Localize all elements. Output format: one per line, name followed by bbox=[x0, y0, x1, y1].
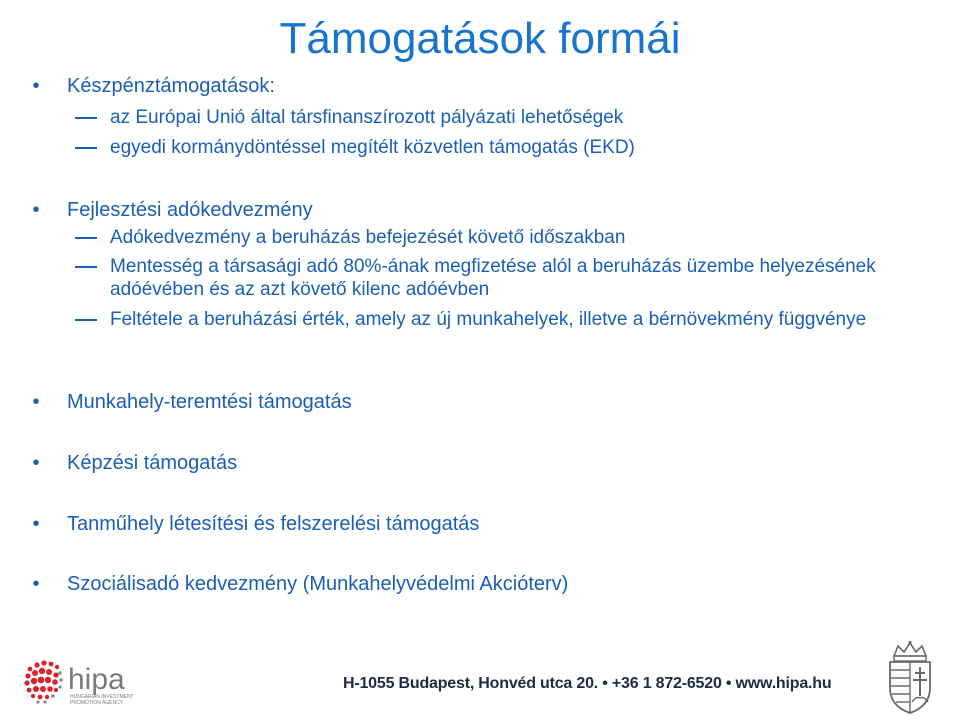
sub-bullet-text: az Európai Unió által társfinanszírozott pályázati lehetőségek bbox=[110, 107, 624, 128]
bullet-icon: • bbox=[32, 199, 40, 221]
bullet-icon: • bbox=[32, 391, 40, 413]
logo-subtext-line2: PROMOTION AGENCY bbox=[70, 700, 124, 706]
slide-title: Támogatások formái bbox=[279, 14, 681, 63]
footer-address: H-1055 Budapest, Honvéd utca 20. • +36 1 872-6520 • www.hipa.hu bbox=[343, 675, 832, 692]
bullet-icon: • bbox=[32, 75, 40, 97]
bullet-text: Fejlesztési adókedvezmény bbox=[67, 199, 313, 221]
bullet-text: Munkahely-teremtési támogatás bbox=[67, 391, 352, 413]
bullet-text: Tanműhely létesítési és felszerelési támogatás bbox=[67, 513, 480, 535]
bullet-text: Képzési támogatás bbox=[67, 452, 238, 474]
hungarian-coat-of-arms-icon bbox=[880, 640, 940, 715]
dash-icon bbox=[75, 237, 97, 239]
bullet-icon: • bbox=[32, 513, 40, 535]
bullet-icon: • bbox=[32, 452, 40, 474]
bullet-text: Készpénztámogatások: bbox=[67, 75, 275, 97]
logo-subtext-line1: HUNGARIAN INVESTMENT bbox=[70, 694, 134, 700]
dash-icon bbox=[75, 319, 97, 321]
hipa-logo-icon bbox=[20, 645, 170, 715]
dash-icon bbox=[75, 147, 97, 149]
sub-bullet-text: Feltétele a beruházási érték, amely az új munkahelyek, illetve a bérnövekmény függvénye bbox=[110, 309, 867, 330]
bullet-text: Szociálisadó kedvezmény (Munkahelyvédelmi Akcióterv) bbox=[67, 573, 569, 595]
sub-bullet-text: egyedi kormánydöntéssel megítélt közvetlen támogatás (EKD) bbox=[110, 137, 635, 158]
sub-bullet-text: Mentesség a társasági adó 80%-ának megfizetése alól a beruházás üzembe helyezésének adóévében és az azt követő kilenc adóévben bbox=[110, 256, 876, 300]
bullet-icon: • bbox=[32, 573, 40, 595]
dash-icon bbox=[75, 266, 97, 268]
logo-text: hipa bbox=[68, 663, 125, 696]
sub-bullet-text: Adókedvezmény a beruházás befejezését követő időszakban bbox=[110, 227, 626, 248]
dash-icon bbox=[75, 117, 97, 119]
